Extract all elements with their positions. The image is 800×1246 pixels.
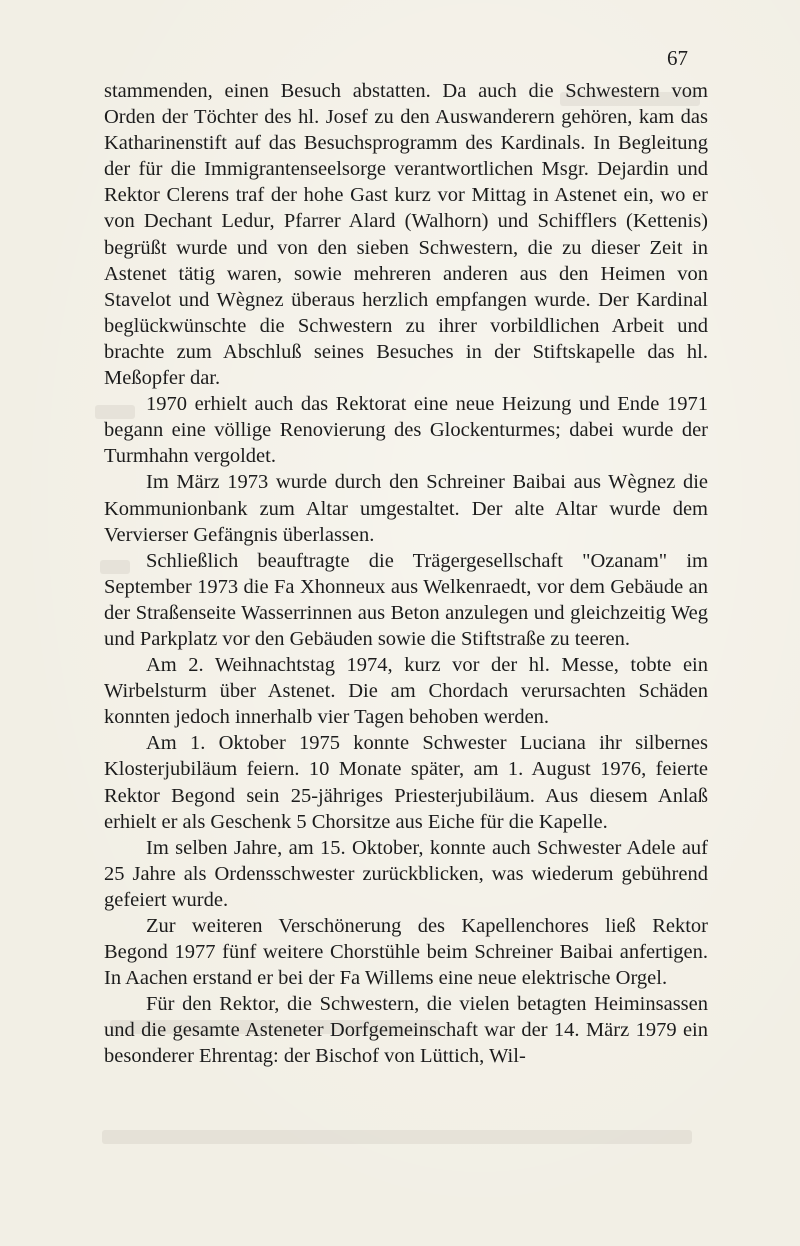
paragraph-9: Für den Rektor, die Schwestern, die vielen betagten Heiminsassen und die gesamte Asteneter Dorfgemeinschaft war der 14. März 1979 ein besonderer Ehrentag: der Bischof von Lüttich, Wil- bbox=[104, 993, 708, 1068]
page-number: 67 bbox=[667, 46, 688, 70]
paragraph-5: Am 2. Weihnachtstag 1974, kurz vor der hl. Messe, tobte ein Wirbelsturm über Astenet. Die am Chordach verursachten Schäden konnten jedoch innerhalb vier Tagen behoben werden. bbox=[104, 654, 708, 729]
paragraph-7: Im selben Jahre, am 15. Oktober, konnte auch Schwester Adele auf 25 Jahre als Ordensschwester zurückblicken, was wiederum gebührend gefeiert wurde. bbox=[104, 836, 708, 911]
paragraph-2: 1970 erhielt auch das Rektorat eine neue Heizung und Ende 1971 begann eine völlige Renovierung des Glockenturmes; dabei wurde der Turmhahn vergoldet. bbox=[104, 393, 708, 468]
paragraph-6: Am 1. Oktober 1975 konnte Schwester Luciana ihr silbernes Klosterjubiläum feiern. 10 Monate später, am 1. August 1976, feierte Rektor Begond sein 25-jähriges Priesterjubiläum. Aus diesem Anlaß erhielt er als Geschenk 5 Chorsitze aus Eiche für die Kapelle. bbox=[104, 732, 708, 833]
body-text bbox=[104, 78, 708, 1070]
paragraph-4: Schließlich beauftragte die Trägergesellschaft "Ozanam" im September 1973 die Fa Xhonneux aus Welkenraedt, vor dem Gebäude an der Straßenseite Wasserrinnen aus Beton anzulegen und gleichzeitig Weg und Parkplatz vor den Gebäuden sowie die Stiftstraße zu teeren. bbox=[104, 549, 708, 650]
paragraph-8: Zur weiteren Verschönerung des Kapellenchores ließ Rektor Begond 1977 fünf weitere Chorstühle beim Schreiner Baibai anfertigen. In Aachen erstand er bei der Fa Willems eine neue elektrische Orgel. bbox=[104, 915, 708, 990]
paragraph-3: Im März 1973 wurde durch den Schreiner Baibai aus Wègnez die Kommunionbank zum Altar umgestaltet. Der alte Altar wurde dem Vervierser Gefängnis überlassen. bbox=[104, 471, 708, 546]
paragraph-1: stammenden, einen Besuch abstatten. Da auch die Schwestern vom Orden der Töchter des hl. Josef zu den Auswanderern gehören, kam das Katharinenstift auf das Besuchsprogramm des Kardinals. In Begleitung der für die Immigrantenseelsorge verantwortlichen Msgr. Dejardin und Rektor Clerens traf der hohe Gast kurz vor Mittag in Astenet ein, wo er von Dechant Ledur, Pfarrer Alard (Walhorn) und Schifflers (Kettenis) begrüßt wurde und von den sieben Schwestern, die zu dieser Zeit in Astenet tätig waren, sowie mehreren anderen aus den Heimen von Stavelot und Wègnez überaus herzlich empfangen wurde. Der Kardinal beglückwünschte die Schwestern zu ihrer vorbildlichen Arbeit und brachte zum Abschluß seines Besuches in der Stiftskapelle das hl. Meßopfer dar. bbox=[104, 80, 708, 390]
